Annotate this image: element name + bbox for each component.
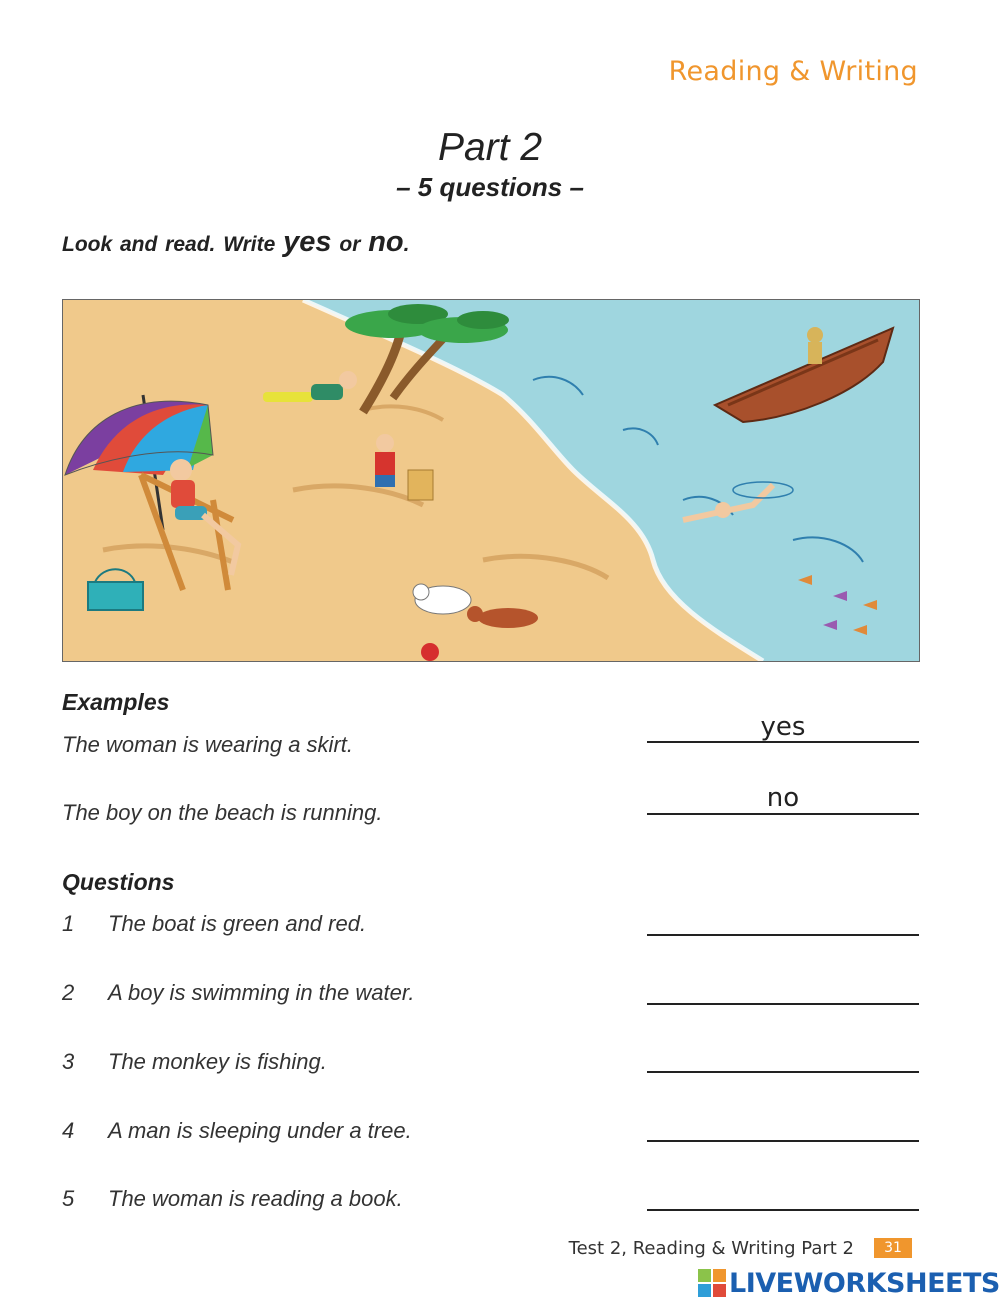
answer-line-4 <box>647 1140 919 1142</box>
footer-text: Test 2, Reading & Writing Part 2 <box>568 1238 854 1259</box>
question-text-3: The monkey is fishing. <box>108 1049 327 1074</box>
instructions-word-no: no <box>368 226 404 258</box>
question-text-5: The woman is reading a book. <box>108 1186 403 1211</box>
example-answer-1: yes <box>760 712 806 742</box>
question-number-1: 1 <box>62 911 75 936</box>
brand-name: LIVEWORKSHEETS <box>729 1267 1000 1299</box>
question-text-1: The boat is green and red. <box>108 911 367 936</box>
question-number-5: 5 <box>62 1186 75 1211</box>
instructions-word-yes: yes <box>283 226 332 258</box>
question-number-3: 3 <box>62 1049 75 1074</box>
question-text-2: A boy is swimming in the water. <box>108 980 415 1005</box>
answer-line-1 <box>647 934 919 936</box>
instructions-prefix: Look and read. Write <box>62 233 284 256</box>
example-answer-line-1 <box>647 741 919 743</box>
example-answer-2: no <box>766 783 800 813</box>
brand-logo[interactable] <box>698 1268 1000 1298</box>
example-sentence-1: The woman is wearing a skirt. <box>62 732 353 757</box>
instructions-suffix: . <box>403 233 410 256</box>
questions-heading: Questions <box>62 869 175 895</box>
instructions <box>62 226 410 259</box>
example-answer-line-2 <box>647 813 919 815</box>
answer-line-3 <box>647 1071 919 1073</box>
question-number-2: 2 <box>62 980 75 1005</box>
page-number: 31 <box>874 1238 912 1258</box>
red-ball <box>421 643 439 661</box>
part-subtitle: – 5 questions – <box>396 172 584 202</box>
question-number-4: 4 <box>62 1118 75 1143</box>
answer-line-2 <box>647 1003 919 1005</box>
section-header: Reading & Writing <box>668 56 918 87</box>
beach-scene-illustration <box>62 299 920 662</box>
question-text-4: A man is sleeping under a tree. <box>108 1118 412 1143</box>
liveworksheets-icon <box>698 1269 726 1297</box>
instructions-middle: or <box>331 233 369 256</box>
part-title: Part 2 <box>437 126 543 169</box>
example-sentence-2: The boy on the beach is running. <box>62 800 383 825</box>
answer-line-5 <box>647 1209 919 1211</box>
examples-heading: Examples <box>62 689 170 715</box>
